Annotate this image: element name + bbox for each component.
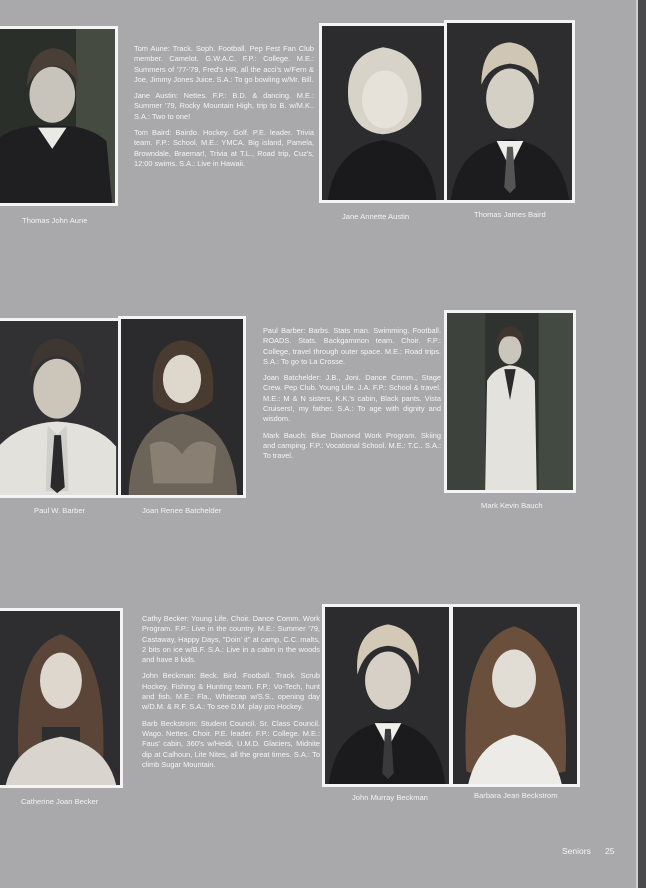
- caption-mark-bauch: Mark Kevin Bauch: [481, 501, 543, 510]
- portrait-catherine-becker: [0, 608, 123, 788]
- portrait-paul-barber: [0, 318, 122, 498]
- caption-catherine-becker: Catherine Joan Becker: [21, 797, 99, 806]
- bio-jane-austin: Jane Austin: Nettes. F.P.: B.D. & dancing. M.E.: Summer '79, Rocky Mountain High, trip to B. w/M.K.. S.A.: Two to one!: [134, 91, 314, 121]
- bio-tom-baird: Tom Baird: Bairdo. Hockey. Golf. P.E. leader. Trivia team. F.P.: School. M.E.: YMCA. Big island, Pamela, Browndale, Braemar!, Trivia at T.L., Road trip, Cuz's, 12:00 swims. S.A.: Live in Hawaii.: [134, 128, 314, 168]
- bio-tom-aune: Tom Aune: Track. Soph. Football. Pep Fest Fan Club member. Camelot. G.W.A.C. F.P.: College. M.E.: Summers of '77-'79, Fred's HR, all the acci's w/Fern & Joe, Jimmy Jones Juice. S.A.: To go bowling w/Mr. Bill.: [134, 44, 314, 84]
- bio-block-2: [263, 326, 441, 468]
- portrait-thomas-baird: [444, 20, 575, 203]
- caption-thomas-aune: Thomas John Aune: [22, 216, 88, 225]
- section-label: Seniors: [562, 846, 591, 856]
- portrait-joan-batchelder: [118, 316, 246, 498]
- caption-paul-barber: Paul W. Barber: [34, 506, 86, 515]
- bio-block-1: [134, 44, 314, 175]
- caption-joan-batchelder: Joan Renee Batchelder: [142, 506, 222, 515]
- caption-jane-austin: Jane Annette Austin: [342, 212, 410, 221]
- page-edge: [638, 0, 646, 888]
- bio-john-beckman: John Beckman: Beck. Bird. Football. Track. Scrub Hockey. Fishing & Hunting team. F.P.: Vo-Tech, hunt and fish. M.E.: Fla., Whitecap w/S.S., opening day w/D.M. & R.F. S.A.: To see D.M. play pro Hockey.: [142, 671, 320, 712]
- bio-joan-batchelder: Joan Batchelder: J.B., Joni. Dance Comm., Stage Crew. Pep Club. Young Life. J.A. F.P.: School & travel. M.E.: M & N sisters, K.K.'s cabin, Black pants. Vista Cruisers!, my father. S.A.: To age with dignity and wisdom.: [263, 373, 441, 424]
- bio-barb-beckstrom: Barb Beckstrom: Student Council. Sr. Class Council. Wago. Nettes. Choir. P.E. leader. F.P.: College. M.E.: Faus' cabin, 360's w/Heidi, U.M.D. Glaciers, Midnite dip at Calhoun, Lite Nites, all the great times. S.A.: To climb Sugar Mountain.: [142, 718, 320, 769]
- bio-paul-barber: Paul Barber: Barbs. Stats man. Swimming. Football. ROADS. Stats. Backgammon team. Choir. F.P.: College, travel through outer space. M.E.: Road trips. S.A.: To go to La Crosse.: [263, 326, 441, 366]
- bio-cathy-becker: Cathy Becker: Young Life. Choir. Dance Comm. Work Program. F.P.: Live in the country. M.E.: Summer '79, Castaway, Happy Days, "Doin' it" at camp, C.C. malts, 2 bits on ice w/B.F. S.A.: Live in a cabin in the woods and have 8 kids.: [142, 614, 320, 665]
- caption-john-beckman: John Murray Beckman: [352, 793, 428, 802]
- bio-mark-bauch: Mark Bauch: Blue Diamond Work Program. Skiing and camping. F.P.: Vocational School. M.E.: T.C.. S.A.: To travel.: [263, 430, 441, 461]
- portrait-jane-austin: [319, 23, 447, 203]
- portrait-thomas-aune: [0, 26, 118, 206]
- portrait-barbara-beckstrom: [450, 604, 580, 787]
- caption-thomas-baird: Thomas James Baird: [474, 210, 546, 219]
- portrait-mark-bauch: [444, 310, 576, 493]
- caption-barbara-beckstrom: Barbara Jean Beckstrom: [474, 791, 558, 800]
- page-number: 25: [605, 846, 615, 856]
- bio-block-3: [142, 614, 320, 776]
- portrait-john-beckman: [322, 604, 452, 787]
